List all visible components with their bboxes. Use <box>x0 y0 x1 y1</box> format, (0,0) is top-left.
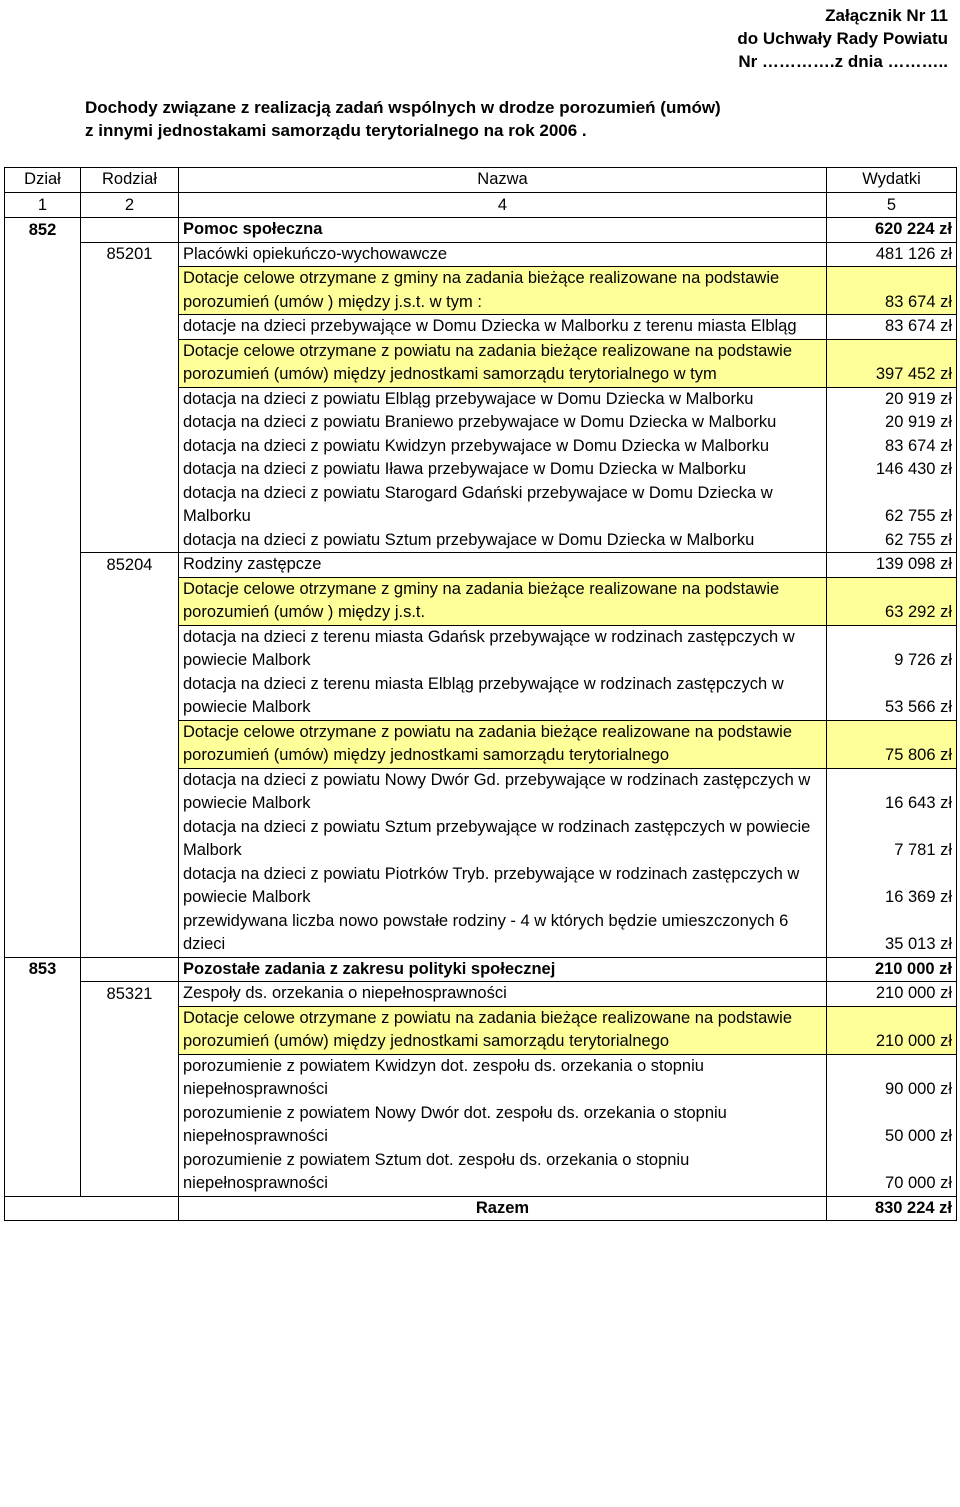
rozdzial-code <box>81 315 179 340</box>
total-spacer <box>5 1196 179 1221</box>
rozdzial-code <box>81 1054 179 1102</box>
item-amount: 62 755 zł <box>827 482 957 529</box>
dzial-code <box>5 1102 81 1149</box>
item-name: dotacja na dzieci z powiatu Starogard Gdański przebywajace w Domu Dziecka w Malborku <box>179 482 827 529</box>
rozdzial-code <box>81 910 179 958</box>
dzial-code <box>5 625 81 673</box>
item-amount: 83 674 zł <box>827 315 957 340</box>
item-name: dotacja na dzieci z powiatu Braniewo przebywajace w Domu Dziecka w Malborku <box>179 411 827 435</box>
item-name: dotacja na dzieci z powiatu Iława przebywajace w Domu Dziecka w Malborku <box>179 458 827 482</box>
budget-table <box>4 167 957 1221</box>
item-name: przewidywana liczba nowo powstałe rodziny - 4 w których będzie umieszczonych 6 dzieci <box>179 910 827 958</box>
rozdzial-code <box>81 482 179 529</box>
table-row <box>5 768 957 816</box>
item-amount: 53 566 zł <box>827 673 957 721</box>
dzial-code <box>5 242 81 267</box>
dzial-code <box>5 768 81 816</box>
dzial-code <box>5 267 81 315</box>
resolution-ref: do Uchwały Rady Powiatu <box>737 29 948 48</box>
dzial-code <box>5 482 81 529</box>
table-row <box>5 315 957 340</box>
table-row <box>5 673 957 721</box>
item-amount: 9 726 zł <box>827 625 957 673</box>
dzial-code <box>5 577 81 625</box>
subsidy-group-amount: 210 000 zł <box>827 1006 957 1054</box>
position-amount: 481 126 zł <box>827 242 957 267</box>
dzial-code <box>5 339 81 387</box>
column-header-rozdzial: Rodział <box>81 168 179 193</box>
item-name: dotacja na dzieci z terenu miasta Elbląg przebywające w rodzinach zastępczych w powiecie Malbork <box>179 673 827 721</box>
table-row <box>5 720 957 768</box>
rozdzial-code: 85321 <box>81 982 179 1007</box>
dzial-code <box>5 1006 81 1054</box>
rozdzial-code <box>81 1102 179 1149</box>
item-amount: 35 013 zł <box>827 910 957 958</box>
item-name: porozumienie z powiatem Kwidzyn dot. zespołu ds. orzekania o stopniu niepełnosprawności <box>179 1054 827 1102</box>
document-title <box>85 96 721 142</box>
table-row <box>5 863 957 910</box>
column-header-nazwa: Nazwa <box>179 168 827 193</box>
item-name: porozumienie z powiatem Nowy Dwór dot. zespołu ds. orzekania o stopniu niepełnosprawności <box>179 1102 827 1149</box>
table-header-row <box>5 168 957 193</box>
table-row <box>5 458 957 482</box>
table-row <box>5 435 957 459</box>
dzial-code <box>5 435 81 459</box>
total-amount: 830 224 zł <box>827 1196 957 1221</box>
table-row <box>5 1054 957 1102</box>
column-number-4: 4 <box>179 193 827 218</box>
item-name: dotacja na dzieci z powiatu Sztum przebywajace w Domu Dziecka w Malborku <box>179 529 827 553</box>
item-amount: 16 369 zł <box>827 863 957 910</box>
attachment-header <box>737 4 948 73</box>
item-name: dotacja na dzieci z powiatu Sztum przebywające w rodzinach zastępczych w powiecie Malbork <box>179 816 827 863</box>
dzial-code <box>5 863 81 910</box>
rozdzial-code <box>81 625 179 673</box>
item-name: porozumienie z powiatem Sztum dot. zespołu ds. orzekania o stopniu niepełnosprawności <box>179 1149 827 1197</box>
item-name: dotacja na dzieci z powiatu Elbląg przebywajace w Domu Dziecka w Malborku <box>179 387 827 411</box>
rozdzial-code <box>81 458 179 482</box>
item-amount: 62 755 zł <box>827 529 957 553</box>
table-row <box>5 816 957 863</box>
rozdzial-code <box>81 816 179 863</box>
table-row <box>5 910 957 958</box>
item-name: dotacja na dzieci z powiatu Nowy Dwór Gd. przebywające w rodzinach zastępczych w powiecie Malbork <box>179 768 827 816</box>
item-amount: 70 000 zł <box>827 1149 957 1197</box>
item-amount: 50 000 zł <box>827 1102 957 1149</box>
table-row <box>5 577 957 625</box>
dzial-code <box>5 910 81 958</box>
rozdzial-code <box>81 1006 179 1054</box>
table-row <box>5 982 957 1007</box>
item-amount: 16 643 zł <box>827 768 957 816</box>
item-amount: 83 674 zł <box>827 435 957 459</box>
subsidy-group-name: Dotacje celowe otrzymane z powiatu na zadania bieżące realizowane na podstawie porozumień (umów) między jednostkami samorządu terytorialnego <box>179 1006 827 1054</box>
column-number-1: 1 <box>5 193 81 218</box>
subsidy-group-amount: 75 806 zł <box>827 720 957 768</box>
rozdzial-code <box>81 673 179 721</box>
dzial-code <box>5 673 81 721</box>
attachment-number: Załącznik Nr 11 <box>825 6 948 25</box>
table-row <box>5 1102 957 1149</box>
item-amount: 146 430 zł <box>827 458 957 482</box>
dzial-code <box>5 315 81 340</box>
table-row <box>5 1006 957 1054</box>
item-amount: 20 919 zł <box>827 411 957 435</box>
table-row <box>5 625 957 673</box>
position-amount: 139 098 zł <box>827 553 957 578</box>
position-name: Pozostałe zadania z zakresu polityki społecznej <box>179 957 827 982</box>
subsidy-group-name: Dotacje celowe otrzymane z powiatu na zadania bieżące realizowane na podstawie porozumień (umów) między jednostkami samorządu terytorialnego w tym <box>179 339 827 387</box>
table-row <box>5 387 957 411</box>
rozdzial-code <box>81 411 179 435</box>
table-row <box>5 553 957 578</box>
dzial-code: 853 <box>5 957 81 982</box>
dzial-code <box>5 458 81 482</box>
rozdzial-code <box>81 720 179 768</box>
table-row <box>5 411 957 435</box>
position-name: Rodziny zastępcze <box>179 553 827 578</box>
dzial-code <box>5 982 81 1007</box>
rozdzial-code <box>81 529 179 553</box>
rozdzial-code: 85204 <box>81 553 179 578</box>
dzial-code: 852 <box>5 218 81 243</box>
rozdzial-code <box>81 577 179 625</box>
column-number-5: 5 <box>827 193 957 218</box>
position-name: Zespoły ds. orzekania o niepełnosprawności <box>179 982 827 1007</box>
rozdzial-code <box>81 863 179 910</box>
column-header-dzial: Dział <box>5 168 81 193</box>
table-row <box>5 957 957 982</box>
subsidy-group-amount: 63 292 zł <box>827 577 957 625</box>
dzial-code <box>5 720 81 768</box>
table-row <box>5 242 957 267</box>
total-row <box>5 1196 957 1221</box>
rozdzial-code <box>81 768 179 816</box>
position-name: Placówki opiekuńczo-wychowawcze <box>179 242 827 267</box>
item-amount: 7 781 zł <box>827 816 957 863</box>
subsidy-group-amount: 397 452 zł <box>827 339 957 387</box>
dzial-code <box>5 816 81 863</box>
position-amount: 620 224 zł <box>827 218 957 243</box>
subsidy-group-name: Dotacje celowe otrzymane z gminy na zadania bieżące realizowane na podstawie porozumień (umów ) między j.s.t. <box>179 577 827 625</box>
budget-table-body <box>5 168 957 1221</box>
item-amount: 90 000 zł <box>827 1054 957 1102</box>
table-row <box>5 529 957 553</box>
item-name: dotacja na dzieci z powiatu Piotrków Tryb. przebywające w rodzinach zastępczych w powiecie Malbork <box>179 863 827 910</box>
position-name: Pomoc społeczna <box>179 218 827 243</box>
rozdzial-code: 85201 <box>81 242 179 267</box>
position-amount: 210 000 zł <box>827 957 957 982</box>
dzial-code <box>5 1054 81 1102</box>
dzial-code <box>5 387 81 411</box>
column-number-2: 2 <box>81 193 179 218</box>
subsidy-group-amount: 83 674 zł <box>827 267 957 315</box>
rozdzial-code <box>81 267 179 315</box>
rozdzial-code <box>81 435 179 459</box>
rozdzial-code <box>81 387 179 411</box>
dzial-code <box>5 1149 81 1197</box>
dzial-code <box>5 411 81 435</box>
rozdzial-code <box>81 218 179 243</box>
column-number-row <box>5 193 957 218</box>
rozdzial-code <box>81 339 179 387</box>
item-name: dotacja na dzieci z powiatu Kwidzyn przebywajace w Domu Dziecka w Malborku <box>179 435 827 459</box>
rozdzial-code <box>81 957 179 982</box>
table-row <box>5 1149 957 1197</box>
column-header-wydatki: Wydatki <box>827 168 957 193</box>
document-title-line-1: Dochody związane z realizacją zadań wspólnych w drodze porozumień (umów) <box>85 98 721 117</box>
dzial-code <box>5 529 81 553</box>
rozdzial-code <box>81 1149 179 1197</box>
item-amount: 20 919 zł <box>827 387 957 411</box>
table-row <box>5 218 957 243</box>
subsidy-group-name: Dotacje celowe otrzymane z gminy na zadania bieżące realizowane na podstawie porozumień (umów ) między j.s.t. w tym : <box>179 267 827 315</box>
dzial-code <box>5 553 81 578</box>
table-row <box>5 267 957 315</box>
document-title-line-2: z innymi jednostakami samorządu terytorialnego na rok 2006 . <box>85 121 587 140</box>
item-name: dotacje na dzieci przebywające w Domu Dziecka w Malborku z terenu miasta Elbląg <box>179 315 827 340</box>
table-row <box>5 482 957 529</box>
item-name: dotacja na dzieci z terenu miasta Gdańsk przebywające w rodzinach zastępczych w powiecie Malbork <box>179 625 827 673</box>
resolution-number-date: Nr ………….z dnia ……….. <box>738 52 948 71</box>
total-label: Razem <box>179 1196 827 1221</box>
table-row <box>5 339 957 387</box>
position-amount: 210 000 zł <box>827 982 957 1007</box>
subsidy-group-name: Dotacje celowe otrzymane z powiatu na zadania bieżące realizowane na podstawie porozumień (umów) między jednostkami samorządu terytorialnego <box>179 720 827 768</box>
